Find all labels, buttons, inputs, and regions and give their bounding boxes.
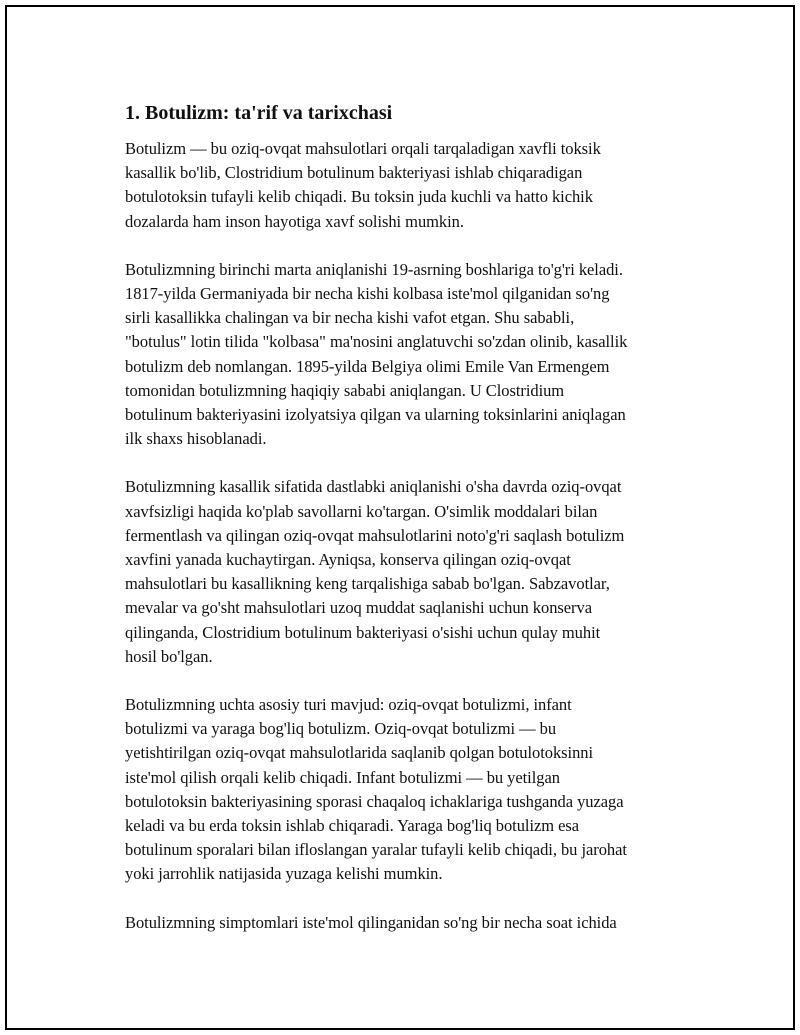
text-line: botulizm deb nomlangan. 1895-yilda Belgiya olimi Emile Van Ermengem: [125, 356, 610, 376]
text-line: Botulizmning kasallik sifatida dastlabki aniqlanishi o'sha davrda oziq-ovqat: [125, 477, 622, 497]
text-line: kasallik bo'lib, Clostridium botulinum bakteriyasi ishlab chiqaradigan: [125, 163, 583, 183]
section-heading: 1. Botulizm: ta'rif va tarixchasi: [125, 102, 393, 124]
text-line: yoki jarrohlik natijasida yuzaga kelishi mumkin.: [125, 864, 443, 884]
text-line: mahsulotlari bu kasallikning keng tarqalishiga sabab bo'lgan. Sabzavotlar,: [125, 574, 610, 594]
document-body: [125, 101, 705, 959]
text-line: botulotoksin tufayli kelib chiqadi. Bu toksin juda kuchli va hatto kichik: [125, 187, 593, 207]
text-line: hosil bo'lgan.: [125, 646, 213, 666]
text-line: Botulizmning simptomlari iste'mol qilinganidan so'ng bir necha soat ichida: [125, 912, 617, 932]
page-frame: [5, 5, 795, 1030]
text-line: "botulus" lotin tilida "kolbasa" ma'nosini anglatuvchi so'zdan olinib, kasallik: [125, 332, 628, 352]
paragraph: [125, 258, 705, 452]
text-line: ilk shaxs hisoblanadi.: [125, 429, 267, 449]
text-line: Botulizm — bu oziq-ovqat mahsulotlari orqali tarqaladigan xavfli toksik: [125, 139, 601, 158]
text-line: botulizmi va yaraga bog'liq botulizm. Oziq-ovqat botulizmi — bu: [125, 719, 557, 739]
text-line: botulotoksin bakteriyasining sporasi chaqaloq ichaklariga tushganda yuzaga: [125, 791, 624, 811]
text-line: iste'mol qilish orqali kelib chiqadi. Infant botulizmi — bu yetilgan: [125, 767, 560, 787]
text-line: sirli kasallikka chalingan va bir necha kishi vafot etgan. Shu sababli,: [125, 308, 575, 328]
text-line: yetishtirilgan oziq-ovqat mahsulotlarida saqlanib qolgan botulotoksinni: [125, 743, 593, 763]
text-line: botulinum sporalari bilan ifloslangan yaralar tufayli kelib chiqadi, bu jarohat: [125, 840, 627, 860]
text-line: botulinum bakteriyasini izolyatsiya qilgan va ularning toksinlarini aniqlagan: [125, 405, 626, 425]
text-line: keladi va bu erda toksin ishlab chiqaradi. Yaraga bog'liq botulizm esa: [125, 816, 580, 836]
text-line: mevalar va go'sht mahsulotlari uzoq muddat saqlanishi uchun konserva: [125, 598, 592, 618]
text-line: dozalarda ham inson hayotiga xavf solishi mumkin.: [125, 211, 464, 231]
text-line: qilinganda, Clostridium botulinum bakteriyasi o'sishi uchun qulay muhit: [125, 622, 601, 642]
text-line: 1817-yilda Germaniyada bir necha kishi kolbasa iste'mol qilganidan so'ng: [125, 284, 610, 304]
text-line: fermentlash va qilingan oziq-ovqat mahsulotlarini noto'g'ri saqlash botulizm: [125, 525, 625, 545]
text-line: Botulizmning uchta asosiy turi mavjud: oziq-ovqat botulizmi, infant: [125, 695, 572, 715]
paragraph: [125, 137, 705, 234]
text-line: Botulizmning birinchi marta aniqlanishi 19-asrning boshlariga to'g'ri keladi.: [125, 259, 623, 279]
paragraph: [125, 911, 705, 935]
text-line: xavfsizligi haqida ko'plab savollarni ko'targan. O'simlik moddalari bilan: [125, 501, 598, 521]
paragraph: [125, 693, 705, 887]
text-line: tomonidan botulizmning haqiqiy sababi aniqlangan. U Clostridium: [125, 380, 565, 400]
text-line: xavfini yanada kuchaytirgan. Ayniqsa, konserva qilingan oziq-ovqat: [125, 550, 571, 570]
paragraph: [125, 475, 705, 669]
